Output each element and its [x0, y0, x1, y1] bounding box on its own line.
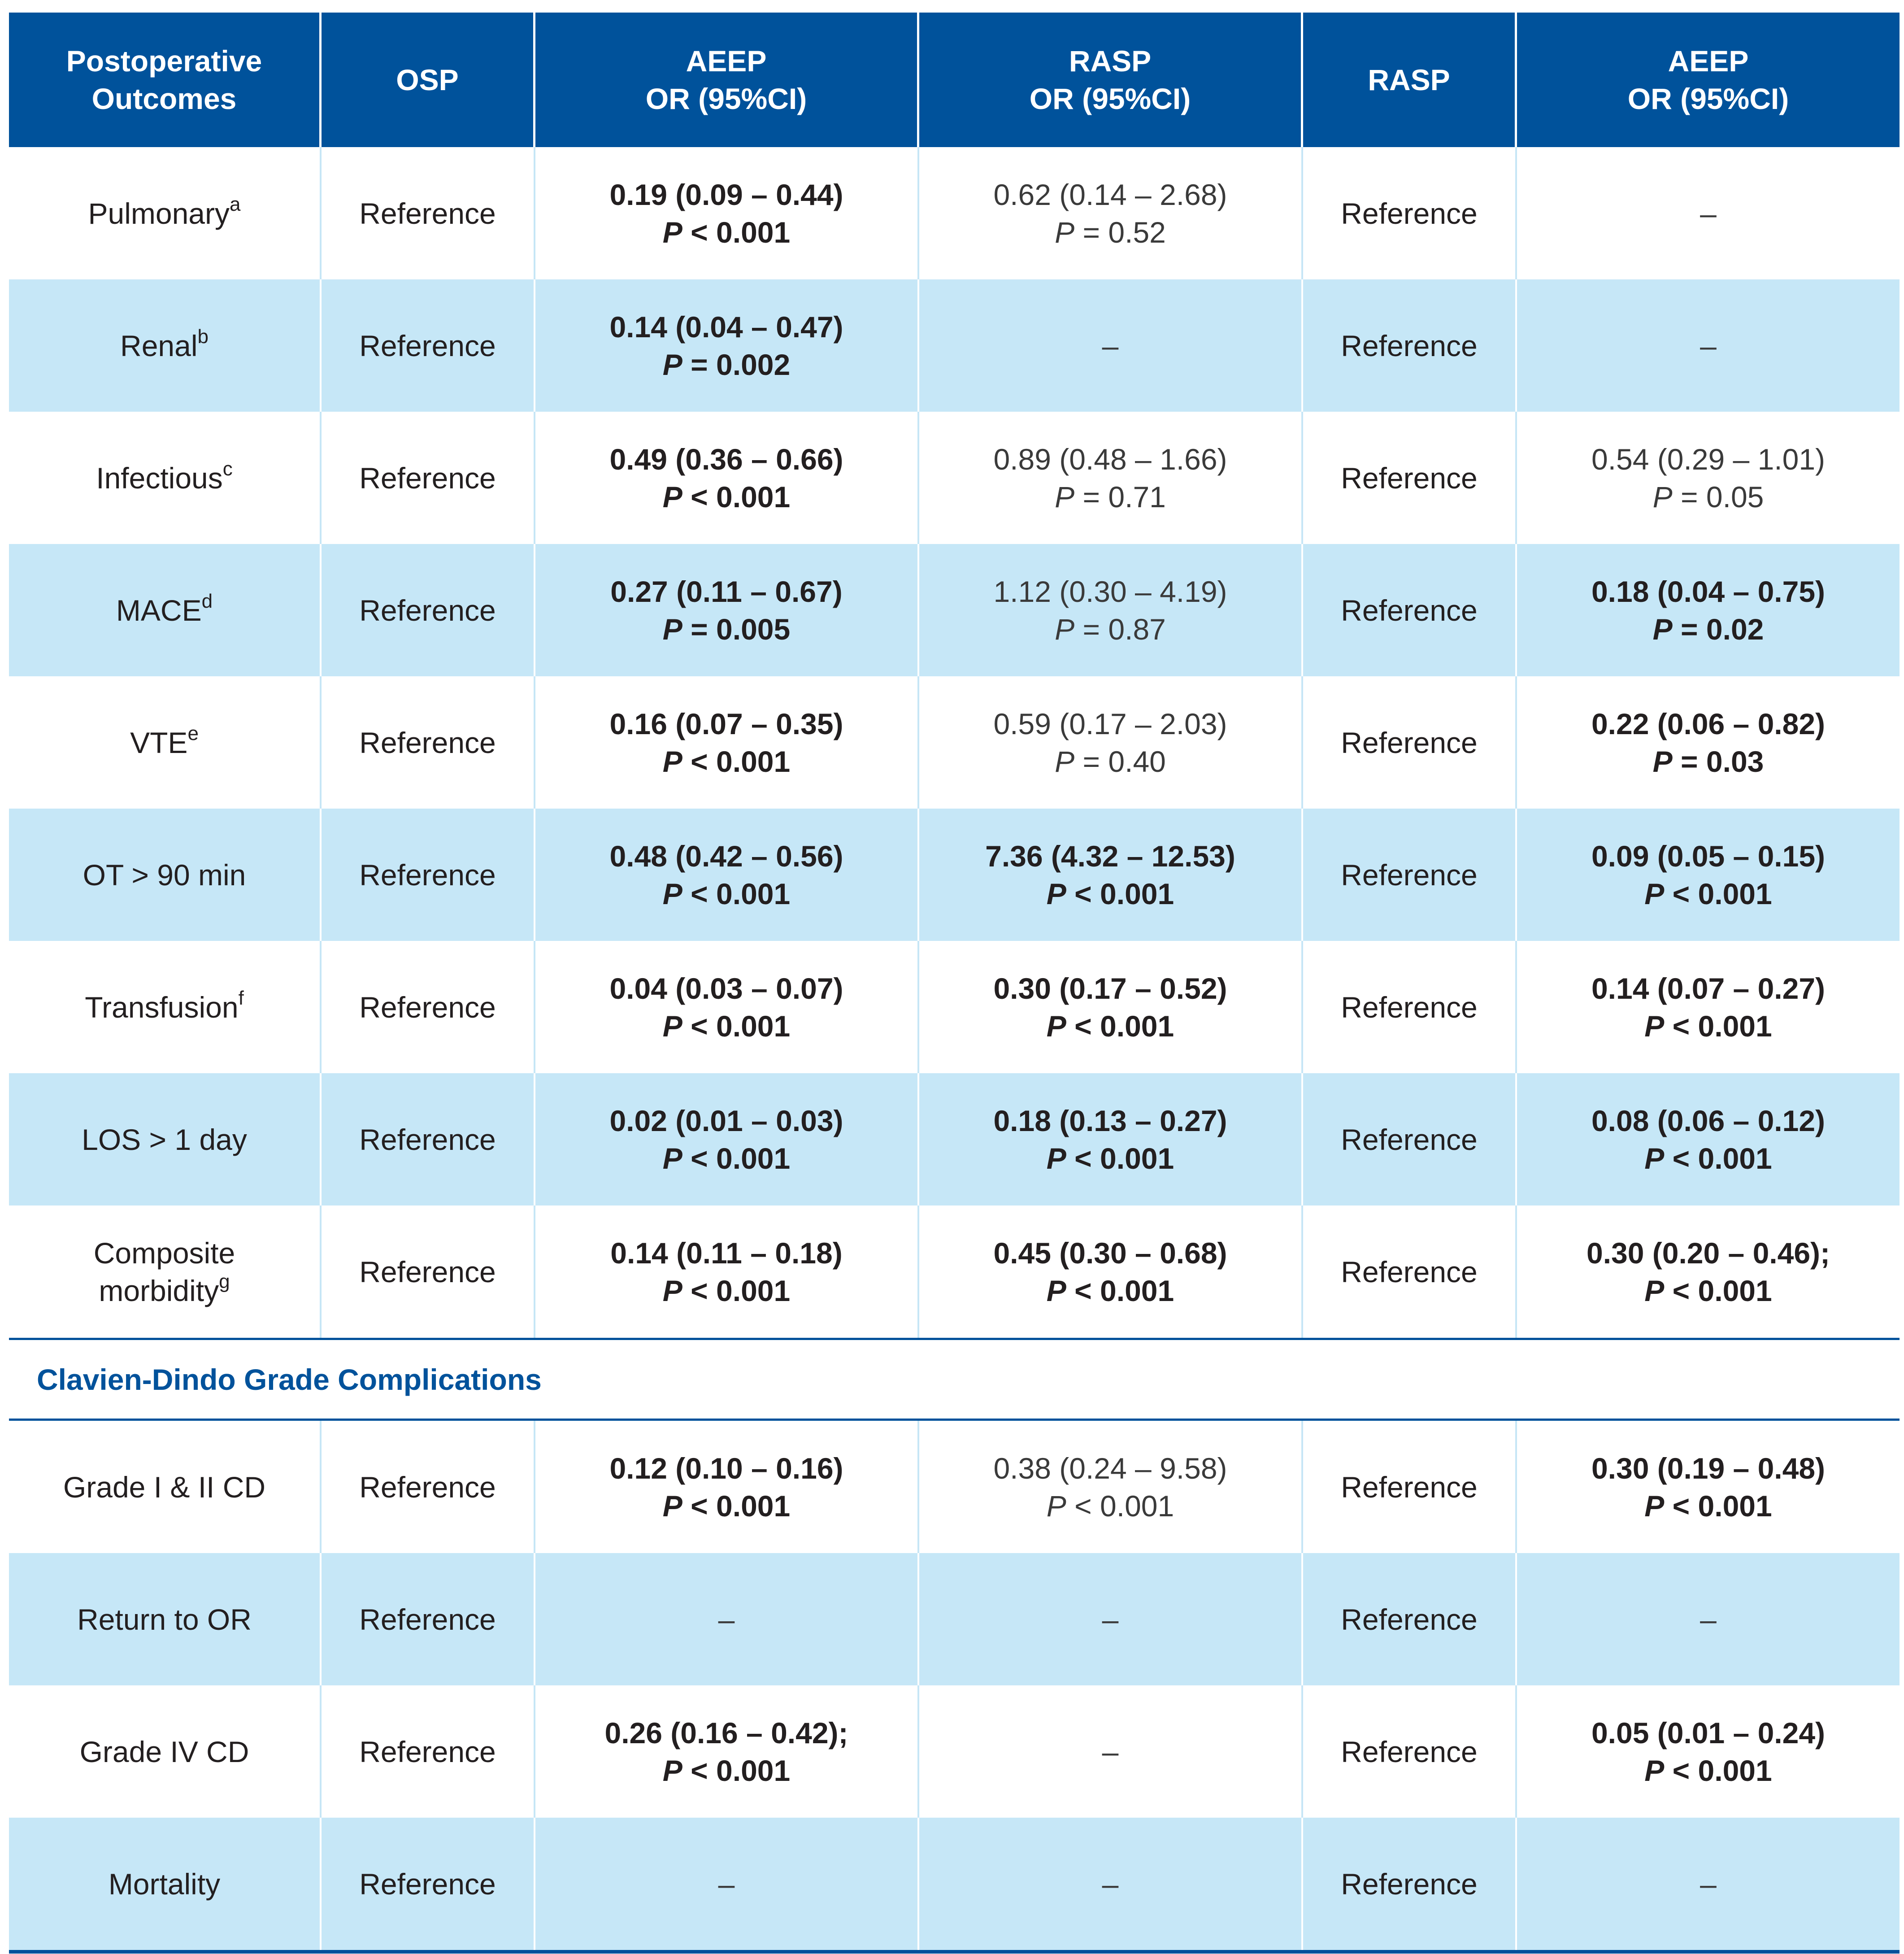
header-outcomes [9, 13, 322, 147]
p-value-text: = 0.005 [691, 612, 791, 646]
header-rasp-1 [919, 13, 1303, 147]
p-letter: P [662, 215, 682, 249]
cell-rasp-reference [1303, 412, 1517, 544]
reference-text: Reference [1341, 1470, 1478, 1504]
cell-osp [322, 1073, 535, 1205]
cell-aeep-vs-rasp-or [1517, 1073, 1900, 1205]
bottom-rule [9, 1950, 1900, 1954]
footnote-marker: b [197, 325, 209, 348]
header-text: OR (95%CI) [1627, 82, 1789, 115]
cell-rasp-or [919, 941, 1303, 1073]
outcome-label [120, 327, 209, 365]
footnote-marker: c [222, 457, 233, 480]
outcome-label-text: Pulmonary [88, 196, 230, 230]
p-value [663, 610, 790, 648]
p-value-text: < 0.001 [1672, 1009, 1772, 1043]
odds-ratio: – [718, 1867, 735, 1901]
p-value [1047, 1140, 1174, 1177]
reference-text: Reference [359, 329, 496, 362]
cell-osp [322, 1818, 535, 1950]
outcome-label-text: Transfusion [85, 990, 239, 1024]
p-value-text: < 0.001 [1672, 1274, 1772, 1307]
header-text: AEEP [686, 44, 767, 78]
outcome-label [83, 856, 246, 894]
reference-text: Reference [1341, 858, 1478, 892]
cell-aeep-vs-rasp-or [1517, 544, 1900, 676]
odds-ratio: 0.45 (0.30 – 0.68) [993, 1236, 1227, 1270]
cell-osp [322, 809, 535, 941]
cell-osp [322, 544, 535, 676]
p-value [1055, 610, 1166, 648]
odds-ratio: 0.62 (0.14 – 2.68) [993, 178, 1227, 211]
p-value-text: < 0.001 [1672, 1489, 1772, 1523]
cell-rasp-reference [1303, 676, 1517, 809]
outcome-label [96, 459, 233, 497]
odds-ratio: 0.18 (0.04 – 0.75) [1591, 574, 1826, 608]
p-value [1047, 1007, 1174, 1045]
cell-osp [322, 676, 535, 809]
reference-text: Reference [359, 593, 496, 627]
cell-rasp-or [919, 809, 1303, 941]
cell-aeep-or [535, 941, 919, 1073]
outcome-label-text: MACE [116, 593, 202, 627]
p-letter: P [1644, 1754, 1665, 1787]
cell-aeep-vs-rasp-or [1517, 1205, 1900, 1338]
outcome-label [130, 724, 199, 762]
cell-aeep-or [535, 147, 919, 279]
cell-outcome-label [9, 1205, 322, 1338]
cell-rasp-or [919, 1421, 1303, 1553]
reference-text: Reference [1341, 329, 1478, 362]
p-value-text: < 0.001 [691, 1141, 791, 1175]
p-letter: P [1652, 744, 1673, 778]
reference-text: Reference [1341, 726, 1478, 759]
outcome-label-text: Infectious [96, 461, 223, 495]
odds-ratio: 0.22 (0.06 – 0.82) [1591, 707, 1826, 740]
odds-ratio: – [718, 1602, 735, 1636]
header-text: RASP [1069, 44, 1152, 78]
header-aeep-2 [1517, 13, 1900, 147]
outcome-label [116, 592, 213, 629]
p-letter: P [662, 1754, 682, 1787]
table-body-clavien-dindo [9, 1421, 1900, 1950]
cell-outcome-label [9, 1553, 322, 1685]
cell-rasp-reference [1303, 1818, 1517, 1950]
outcome-label-text: Grade I & II CD [63, 1470, 266, 1504]
outcome-label: Composite [93, 1236, 235, 1270]
section-title: Clavien-Dindo Grade Complications [37, 1362, 542, 1396]
footnote-marker: g [219, 1270, 230, 1293]
odds-ratio: 0.16 (0.07 – 0.35) [609, 707, 843, 740]
p-value-text: < 0.001 [1672, 1141, 1772, 1175]
odds-ratio: 0.30 (0.20 – 0.46); [1586, 1236, 1830, 1270]
p-letter: P [1644, 1274, 1665, 1307]
p-letter: P [1644, 1489, 1665, 1523]
p-value [1055, 743, 1166, 780]
cell-outcome-label [9, 941, 322, 1073]
p-letter: P [1046, 1274, 1066, 1307]
cell-outcome-label [9, 1073, 322, 1205]
cell-rasp-or [919, 1553, 1303, 1685]
p-letter: P [662, 1489, 682, 1523]
header-rasp-2 [1303, 13, 1517, 147]
p-value [1047, 875, 1174, 913]
p-letter: P [1046, 1141, 1066, 1175]
outcome-label-text: Grade IV CD [79, 1735, 249, 1768]
cell-rasp-or [919, 147, 1303, 279]
header-text: OSP [396, 63, 459, 96]
odds-ratio: 0.54 (0.29 – 1.01) [1591, 442, 1826, 476]
p-letter: P [662, 1009, 682, 1043]
reference-text: Reference [1341, 461, 1478, 495]
p-value [1644, 875, 1772, 913]
p-value [1047, 1487, 1174, 1525]
odds-ratio: 0.19 (0.09 – 0.44) [609, 178, 843, 211]
odds-ratio: – [1700, 1602, 1717, 1636]
cell-rasp-or [919, 544, 1303, 676]
p-value-text: = 0.03 [1681, 744, 1764, 778]
p-letter: P [1055, 480, 1075, 514]
cell-aeep-or [535, 544, 919, 676]
outcome-label-text: LOS > 1 day [82, 1123, 247, 1156]
odds-ratio: 0.59 (0.17 – 2.03) [993, 707, 1227, 740]
p-value-text: < 0.001 [1074, 1009, 1174, 1043]
outcome-label-text: Return to OR [77, 1602, 252, 1636]
cell-osp [322, 941, 535, 1073]
outcome-label-text: Renal [120, 329, 198, 362]
cell-rasp-reference [1303, 544, 1517, 676]
cell-rasp-or [919, 676, 1303, 809]
p-value [1055, 478, 1166, 516]
p-value [663, 213, 790, 251]
outcome-label [85, 988, 244, 1026]
odds-ratio: 7.36 (4.32 – 12.53) [985, 839, 1235, 873]
cell-outcome-label [9, 809, 322, 941]
p-letter: P [662, 348, 682, 381]
p-value [1047, 1272, 1174, 1310]
cell-aeep-vs-rasp-or [1517, 1685, 1900, 1818]
cell-aeep-or [535, 1073, 919, 1205]
p-value [1653, 610, 1764, 648]
cell-aeep-or [535, 412, 919, 544]
header-text: OR (95%CI) [645, 82, 807, 115]
reference-text: Reference [359, 990, 496, 1024]
outcomes-table [9, 13, 1900, 1954]
odds-ratio: 0.14 (0.11 – 0.18) [610, 1236, 843, 1270]
p-value [663, 1272, 790, 1310]
reference-text: Reference [1341, 1602, 1478, 1636]
cell-outcome-label [9, 279, 322, 412]
p-letter: P [1644, 1141, 1665, 1175]
footnote-marker: f [238, 987, 244, 1009]
header-text: Postoperative [66, 44, 262, 78]
reference-text: Reference [1341, 1255, 1478, 1288]
cell-aeep-or [535, 1205, 919, 1338]
p-value-text: < 0.001 [1672, 877, 1772, 910]
p-value [1653, 743, 1764, 780]
p-letter: P [662, 1274, 682, 1307]
header-osp [322, 13, 535, 147]
reference-text: Reference [1341, 990, 1478, 1024]
p-value-text: = 0.02 [1681, 612, 1764, 646]
p-value-text: < 0.001 [691, 744, 791, 778]
odds-ratio: 0.30 (0.19 – 0.48) [1591, 1451, 1826, 1485]
cell-rasp-or [919, 1818, 1303, 1950]
cell-outcome-label [9, 1421, 322, 1553]
p-letter: P [1652, 480, 1673, 514]
cell-aeep-or [535, 676, 919, 809]
odds-ratio: 0.08 (0.06 – 0.12) [1591, 1104, 1826, 1137]
p-value-text: = 0.87 [1082, 612, 1166, 646]
cell-rasp-reference [1303, 1421, 1517, 1553]
cell-osp [322, 1205, 535, 1338]
odds-ratio: 0.18 (0.13 – 0.27) [993, 1104, 1227, 1137]
odds-ratio: – [1102, 1867, 1119, 1901]
reference-text: Reference [1341, 1867, 1478, 1901]
cell-aeep-vs-rasp-or [1517, 147, 1900, 279]
cell-aeep-or [535, 1421, 919, 1553]
outcome-label-text: morbidity [99, 1274, 219, 1307]
p-value-text: < 0.001 [691, 1489, 791, 1523]
p-value-text: < 0.001 [691, 1754, 791, 1787]
cell-rasp-or [919, 1073, 1303, 1205]
p-value [1653, 478, 1764, 516]
table-header [9, 13, 1900, 147]
cell-outcome-label [9, 147, 322, 279]
p-value-text: < 0.001 [1074, 1141, 1174, 1175]
p-letter: P [1644, 1009, 1665, 1043]
p-value [1055, 213, 1166, 251]
odds-ratio: – [1102, 1602, 1119, 1636]
odds-ratio: 0.14 (0.07 – 0.27) [1591, 971, 1826, 1005]
cell-aeep-vs-rasp-or [1517, 941, 1900, 1073]
reference-text: Reference [359, 1735, 496, 1768]
cell-rasp-or [919, 1685, 1303, 1818]
cell-aeep-vs-rasp-or [1517, 1553, 1900, 1685]
section-header-clavien-dindo [9, 1338, 1900, 1421]
header-text: OR (95%CI) [1029, 82, 1191, 115]
p-value [1644, 1007, 1772, 1045]
cell-osp [322, 1553, 535, 1685]
p-value [663, 1752, 790, 1789]
p-value-text: < 0.001 [1074, 877, 1174, 910]
cell-rasp-reference [1303, 809, 1517, 941]
odds-ratio: 0.89 (0.48 – 1.66) [993, 442, 1227, 476]
odds-ratio: – [1102, 1735, 1119, 1768]
odds-ratio: 0.02 (0.01 – 0.03) [609, 1104, 843, 1137]
odds-ratio: 0.05 (0.01 – 0.24) [1591, 1716, 1826, 1749]
odds-ratio: 0.14 (0.04 – 0.47) [609, 310, 843, 344]
odds-ratio: – [1700, 196, 1717, 230]
p-value-text: < 0.001 [1074, 1489, 1174, 1523]
cell-aeep-or [535, 1685, 919, 1818]
reference-text: Reference [1341, 196, 1478, 230]
cell-aeep-vs-rasp-or [1517, 676, 1900, 809]
p-value [1644, 1487, 1772, 1525]
cell-outcome-label [9, 544, 322, 676]
reference-text: Reference [1341, 1735, 1478, 1768]
cell-osp [322, 147, 535, 279]
header-text: Outcomes [91, 82, 237, 115]
table-body-outcomes [9, 147, 1900, 1338]
reference-text: Reference [359, 858, 496, 892]
cell-aeep-vs-rasp-or [1517, 412, 1900, 544]
p-letter: P [1046, 877, 1066, 910]
outcome-label-text: OT > 90 min [83, 858, 246, 892]
outcome-label [82, 1121, 247, 1158]
p-value [663, 1487, 790, 1525]
odds-ratio: 1.12 (0.30 – 4.19) [993, 574, 1227, 608]
p-value-text: < 0.001 [691, 215, 791, 249]
odds-ratio: 0.27 (0.11 – 0.67) [610, 574, 843, 608]
p-value [663, 1007, 790, 1045]
cell-outcome-label [9, 412, 322, 544]
p-value-text: = 0.05 [1681, 480, 1764, 514]
footnote-marker: d [201, 590, 213, 612]
p-value [663, 743, 790, 780]
cell-rasp-reference [1303, 1553, 1517, 1685]
odds-ratio: 0.38 (0.24 – 9.58) [993, 1451, 1227, 1485]
p-value [1644, 1272, 1772, 1310]
p-value-text: < 0.001 [691, 1274, 791, 1307]
cell-aeep-vs-rasp-or [1517, 279, 1900, 412]
p-value-text: < 0.001 [1074, 1274, 1174, 1307]
p-letter: P [1055, 744, 1075, 778]
cell-osp [322, 412, 535, 544]
p-letter: P [1046, 1489, 1066, 1523]
reference-text: Reference [359, 1867, 496, 1901]
outcome-label [77, 1601, 252, 1638]
cell-rasp-reference [1303, 279, 1517, 412]
p-value-text: < 0.001 [691, 1009, 791, 1043]
cell-outcome-label [9, 676, 322, 809]
cell-aeep-vs-rasp-or [1517, 1421, 1900, 1553]
cell-rasp-or [919, 412, 1303, 544]
p-value [663, 346, 790, 383]
p-value-text: = 0.71 [1082, 480, 1166, 514]
cell-aeep-or [535, 279, 919, 412]
p-value-text: = 0.002 [691, 348, 791, 381]
odds-ratio: 0.49 (0.36 – 0.66) [609, 442, 843, 476]
p-value [663, 1140, 790, 1177]
p-value-text: < 0.001 [691, 480, 791, 514]
reference-text: Reference [1341, 593, 1478, 627]
odds-ratio: – [1102, 329, 1119, 362]
odds-ratio: – [1700, 329, 1717, 362]
reference-text: Reference [359, 1602, 496, 1636]
p-letter: P [662, 877, 682, 910]
p-value-text: < 0.001 [1672, 1754, 1772, 1787]
header-text: AEEP [1668, 44, 1749, 78]
odds-ratio: 0.26 (0.16 – 0.42); [604, 1716, 848, 1749]
outcome-label [99, 1272, 230, 1310]
p-letter: P [1046, 1009, 1066, 1043]
p-letter: P [1652, 612, 1673, 646]
reference-text: Reference [359, 196, 496, 230]
footnote-marker: e [187, 722, 199, 744]
odds-ratio: 0.12 (0.10 – 0.16) [609, 1451, 843, 1485]
reference-text: Reference [1341, 1123, 1478, 1156]
cell-aeep-vs-rasp-or [1517, 1818, 1900, 1950]
cell-rasp-reference [1303, 147, 1517, 279]
cell-osp [322, 279, 535, 412]
p-value [1644, 1752, 1772, 1789]
outcome-label-text: Mortality [108, 1867, 221, 1901]
reference-text: Reference [359, 1123, 496, 1156]
cell-outcome-label [9, 1818, 322, 1950]
outcome-label [80, 1733, 249, 1771]
cell-aeep-vs-rasp-or [1517, 809, 1900, 941]
reference-text: Reference [359, 1470, 496, 1504]
p-value-text: = 0.52 [1082, 215, 1166, 249]
reference-text: Reference [359, 726, 496, 759]
cell-rasp-or [919, 1205, 1303, 1338]
reference-text: Reference [359, 1255, 496, 1288]
p-value-text: = 0.40 [1082, 744, 1166, 778]
odds-ratio: 0.09 (0.05 – 0.15) [1591, 839, 1826, 873]
p-value [1644, 1140, 1772, 1177]
outcome-label [88, 195, 241, 232]
p-value-text: < 0.001 [691, 877, 791, 910]
cell-aeep-or [535, 1818, 919, 1950]
p-letter: P [1055, 215, 1075, 249]
p-value [663, 875, 790, 913]
p-letter: P [662, 612, 682, 646]
cell-rasp-reference [1303, 1685, 1517, 1818]
outcome-label [63, 1468, 265, 1506]
cell-rasp-or [919, 279, 1303, 412]
p-letter: P [662, 744, 682, 778]
cell-outcome-label [9, 1685, 322, 1818]
cell-osp [322, 1685, 535, 1818]
p-value [663, 478, 790, 516]
cell-rasp-reference [1303, 941, 1517, 1073]
cell-aeep-or [535, 809, 919, 941]
odds-ratio: – [1700, 1867, 1717, 1901]
cell-rasp-reference [1303, 1073, 1517, 1205]
p-letter: P [1055, 612, 1075, 646]
cell-osp [322, 1421, 535, 1553]
p-letter: P [662, 1141, 682, 1175]
p-letter: P [662, 480, 682, 514]
odds-ratio: 0.48 (0.42 – 0.56) [609, 839, 843, 873]
cell-aeep-or [535, 1553, 919, 1685]
outcome-label [109, 1865, 220, 1903]
header-text: RASP [1368, 63, 1450, 96]
header-aeep-1 [535, 13, 919, 147]
footnote-marker: a [229, 193, 241, 215]
odds-ratio: 0.04 (0.03 – 0.07) [609, 971, 843, 1005]
reference-text: Reference [359, 461, 496, 495]
odds-ratio: 0.30 (0.17 – 0.52) [993, 971, 1227, 1005]
p-letter: P [1644, 877, 1665, 910]
outcome-label-text: VTE [130, 726, 188, 759]
cell-rasp-reference [1303, 1205, 1517, 1338]
